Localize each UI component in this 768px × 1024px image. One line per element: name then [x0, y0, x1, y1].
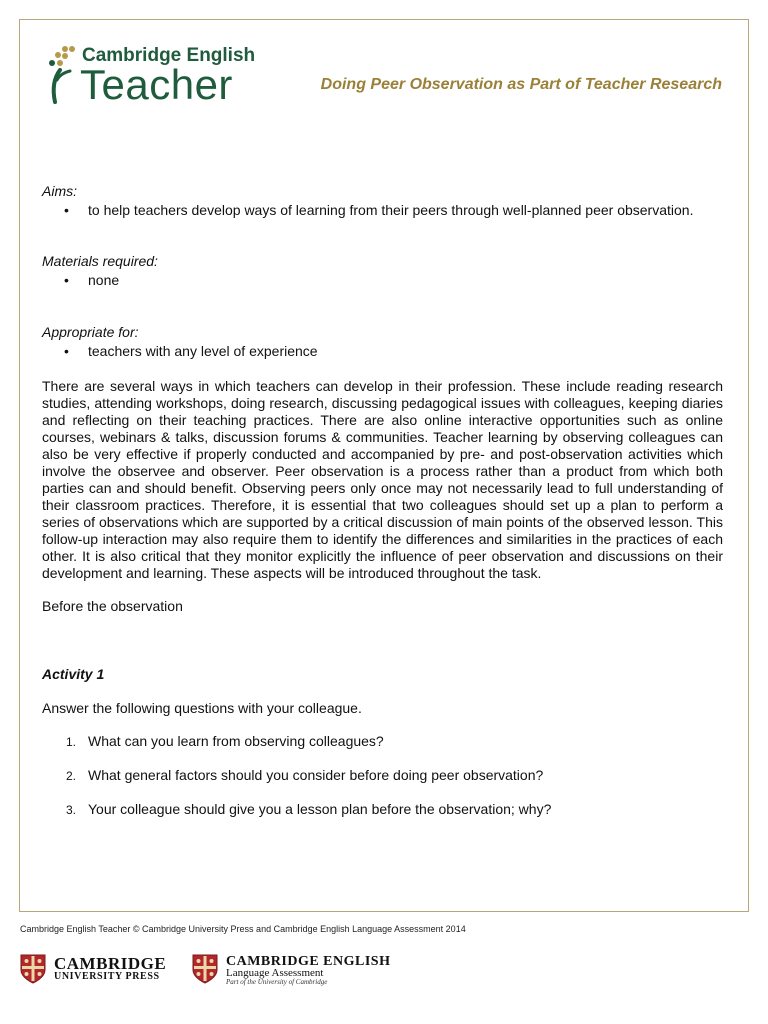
main-content: [42, 183, 723, 835]
question-list: [42, 733, 723, 818]
cup-logo-top-text: CAMBRIDGE: [54, 954, 167, 973]
logo-top-text: Cambridge English: [82, 45, 256, 66]
question-item: [42, 801, 723, 818]
list-item: • to help teachers develop ways of learning from their peers through well-planned peer observation.: [42, 202, 723, 219]
sprig-icon: [46, 44, 76, 106]
question-number: 1.: [66, 735, 77, 749]
activity-title: Activity 1: [42, 666, 105, 682]
activity-instruction: Answer the following questions with your colleague.: [42, 700, 362, 716]
question-number: 3.: [66, 803, 77, 817]
list-item: • teachers with any level of experience: [42, 343, 723, 360]
document-title: Doing Peer Observation as Part of Teacher Research: [320, 76, 722, 93]
cambridge-shield-icon: [20, 954, 46, 984]
appropriate-list: [42, 343, 723, 360]
cela-logo-top-text: CAMBRIDGE ENGLISH: [226, 954, 391, 969]
list-item: • none: [42, 272, 723, 289]
cup-logo-bottom-text: UNIVERSITY PRESS: [54, 971, 160, 982]
question-text: Your colleague should give you a lesson plan before the observation; why?: [88, 801, 552, 817]
question-item: [42, 767, 723, 784]
footer-copyright: Cambridge English Teacher © Cambridge University Press and Cambridge English Language Assessment 2014: [20, 924, 466, 934]
aims-list: [42, 202, 723, 219]
question-item: [42, 733, 723, 750]
logo-main-text: Teacher: [80, 61, 233, 108]
question-text: What general factors should you consider before doing peer observation?: [88, 767, 544, 783]
question-number: 2.: [66, 769, 77, 783]
materials-list: [42, 272, 723, 289]
before-observation-heading: Before the observation: [42, 598, 183, 614]
appropriate-label: Appropriate for:: [42, 324, 139, 340]
cambridge-shield-icon: [192, 954, 218, 984]
question-text: What can you learn from observing colleagues?: [88, 733, 384, 749]
aims-label: Aims:: [42, 183, 77, 199]
cela-logo-mid-text: Language Assessment: [226, 967, 324, 979]
intro-paragraph: There are several ways in which teachers can develop in their profession. These include reading research studies, attending workshops, doing research, discussing pedagogical issues with colleagues, keeping diaries and reflecting on their teaching practices. There are also online interactive opportunities such as online courses, webinars & talks, discussion forums & communities. Teacher learning by observing colleagues can also be very effective if properly conducted and accompanied by pre- and post-observation activities which involve the observee and observer. Peer observation is a process rather than a product from which both parties can and should benefit. Observing peers only once may not necessarily lead to full understanding of their classroom practices. Therefore, it is essential that two colleagues should set up a plan to perform a series of observations which are supported by a critical discussion of main points of the observed lesson. This follow-up interaction may also require them to identify the differences and similarities in the practices of each other. It is also critical that they monitor explicitly the influence of peer observation and discussions on their development and learning. These aspects will be introduced throughout the task.: [42, 378, 723, 581]
materials-label: Materials required:: [42, 253, 158, 269]
cela-logo-bottom-text: Part of the University of Cambridge: [226, 978, 328, 986]
